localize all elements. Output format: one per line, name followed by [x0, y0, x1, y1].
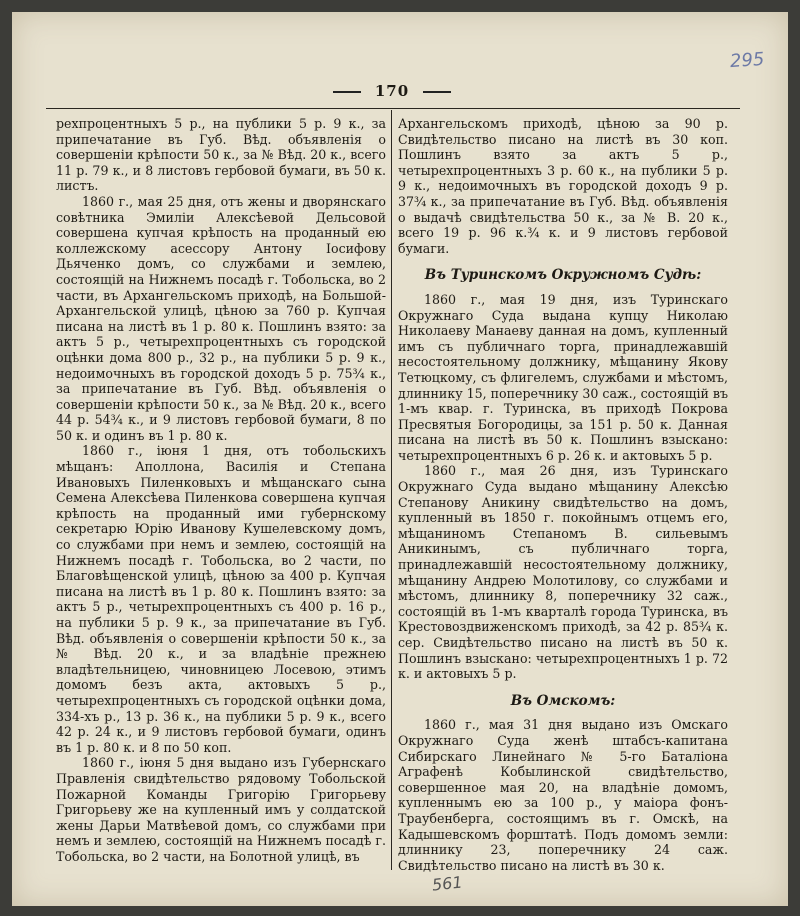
paragraph: 1860 г., мая 19 дня, изъ Туринскаго Окружнаго Суда выдана купцу Николаю Николаеву Манаеву данная на домъ, купленный имъ съ публичнаго торга, принадлежавшій несостоятельному должнику, мѣщанину Якову Тетюцкому, съ флигелемъ, службами и мѣстомъ, длиннику 15, поперечнику 30 саж., состоящій въ 1-мъ квар. г. Туринска, въ приходѣ Покрова Пресвятыя Богородицы, за 151 р. 50 к. Данная писана на листѣ въ 50 к. Пошлинъ взыскано: четырехпроцентныхъ 6 р. 26 к. и актовыхъ 5 р. [398, 291, 728, 463]
document-page [12, 12, 788, 906]
right-column [398, 116, 728, 873]
paragraph: Архангельскомъ приходѣ, цѣною за 90 р. Свидѣтельство писано на листѣ въ 30 коп. Пошлинъ взято за актъ 5 р., четырехпроцентныхъ 3 р. 60 к., на публики 5 р. 9 к., недоимочныхъ въ городской доходъ 9 р. 37¾ к., за припечатание въ Губ. Вѣд. объявленія о выдачѣ свидѣтельства 50 к., за № В. 20 к., всего 19 р. 96 к.¾ к. и 9 листовъ гербовой бумаги. [398, 116, 728, 256]
paragraph: 1860 г., іюня 5 дня выдано изъ Губернскаго Правленія свидѣтельство рядовому Тобольской Пожарной Команды Григорію Григорьеву Григорьеву же на купленный имъ у солдатской жены Дарьи Матвѣевой домъ, со службами при немъ и землею, состоящій на Нижнемъ посадѣ г. Тобольска, во 2 части, на Болотной улицѣ, въ [56, 755, 386, 864]
column-divider [391, 110, 392, 870]
left-column [56, 116, 386, 865]
header-dash-right [423, 91, 451, 93]
paragraph: 1860 г., мая 26 дня, изъ Туринскаго Окружнаго Суда выдано мѣщанину Алексѣю Степанову Аникину свидѣтельство на домъ, купленный въ 1850 г. покойнымъ отцемъ его, мѣщаниномъ Степаномъ В. сильевымъ Аникинымъ, съ публичнаго торга, принадлежавшій несостоятельному должнику, мѣщанину Андрею Молотилову, со службами и мѣстомъ, длиннику 8, поперечнику 32 саж., состоящій въ 1-мъ кварталѣ города Туринска, въ Крестовоздвиженскомъ приходѣ, за 42 р. 85¾ к. сер. Свидѣтельство писано на листѣ въ 50 к. Пошлинъ взыскано: четырехпроцентныхъ 1 р. 72 к. и актовыхъ 5 р. [398, 463, 728, 682]
page-number: 170 [374, 82, 410, 100]
paragraph: рехпроцентныхъ 5 р., на публики 5 р. 9 к., за припечатание въ Губ. Вѣд. объявленія о совершеніи крѣпости 50 к., за № Вѣд. 20 к., всего 11 р. 79 к., и 8 листовъ гербовой бумаги, въ 50 к. листъ. [56, 116, 386, 194]
section-heading: Въ Туринскомъ Окружномъ Судѣ: [424, 267, 702, 284]
page-header [32, 82, 752, 100]
folio-number: 561 [431, 872, 464, 895]
paragraph: 1860 г., іюня 1 дня, отъ тобольскихъ мѣщанъ: Аполлона, Василія и Степана Ивановыхъ Пиленковыхъ и мѣщанскаго сына Семена Алексѣева Пиленкова совершена купчая крѣпость на проданный ими губернскому секретарю Юрію Иванову Кушелевскому домъ, со службами при немъ и землею, состоящій на Нижнемъ посадѣ г. Тобольска, во 2 части, по Благовѣщенской улицѣ, цѣною за 400 р. Купчая писана на листѣ въ 1 р. 80 к. Пошлинъ взято: за актъ 5 р., четырехпроцентныхъ съ 400 р. 16 р., на публики 5 р. 9 к., за припечатание въ Губ. Вѣд. объявленія о совершеніи крѣпости 50 к., за № Вѣд. 20 к., и за владѣніе прежнею владѣтельницею, чиновницею Лосевою, этимъ домомъ безъ акта, актовыхъ 5 р., четырехпроцентныхъ съ городской оцѣнки дома, 334-хъ р., 13 р. 36 к., на публики 5 р. 9 к., всего 42 р. 24 к., и 9 листовъ гербовой бумаги, одинъ въ 1 р. 80 к. и 8 по 50 коп. [56, 443, 386, 755]
paragraph: 1860 г., мая 25 дня, отъ жены и дворянскаго совѣтника Эмиліи Алексѣевой Дельсовой совершена купчая крѣпость на проданный ею коллежскому асессору Антону Іосифову Дьяченко домъ, со службами и землею, состоящій на Нижнемъ посадѣ г. Тобольска, во 2 части, въ Архангельскомъ приходѣ, на Большой-Архангельской улицѣ, цѣною за 760 р. Купчая писана на листѣ въ 1 р. 80 к. Пошлинъ взято: за актъ 5 р., четырехпроцентныхъ съ городской оцѣнки дома 800 р., 32 р., на публики 5 р. 9 к., недоимочныхъ въ городской доходъ 5 р. 75¾ к., за припечатание въ Губ. Вѣд. объявленія о совершеніи крѣпости 50 к., за № Вѣд. 20 к., всего 44 р. 54¾ к., и 9 листовъ гербовой бумаги, 8 по 50 к. и одинъ въ 1 р. 80 к. [56, 193, 386, 443]
section-heading: Въ Омскомъ: [510, 692, 616, 709]
archive-number: 295 [729, 48, 766, 73]
header-rule [46, 108, 740, 109]
header-dash-left [333, 91, 361, 93]
paragraph: 1860 г., мая 31 дня выдано изъ Омскаго Окружнаго Суда женѣ штабсъ-капитана Сибирскаго Линейнаго № 5-го Баталіона Аграфенѣ Кобылинской свидѣтельство, совершенное мая 20, на владѣніе домомъ, купленнымъ ею за 100 р., у маіора фонъ-Траубенберга, состоящимъ въ г. Омскѣ, на Кадышевскомъ форштатѣ. Подъ домомъ земли: длиннику 23, поперечнику 24 саж. Свидѣтельство писано на листѣ въ 30 к. [398, 717, 728, 873]
